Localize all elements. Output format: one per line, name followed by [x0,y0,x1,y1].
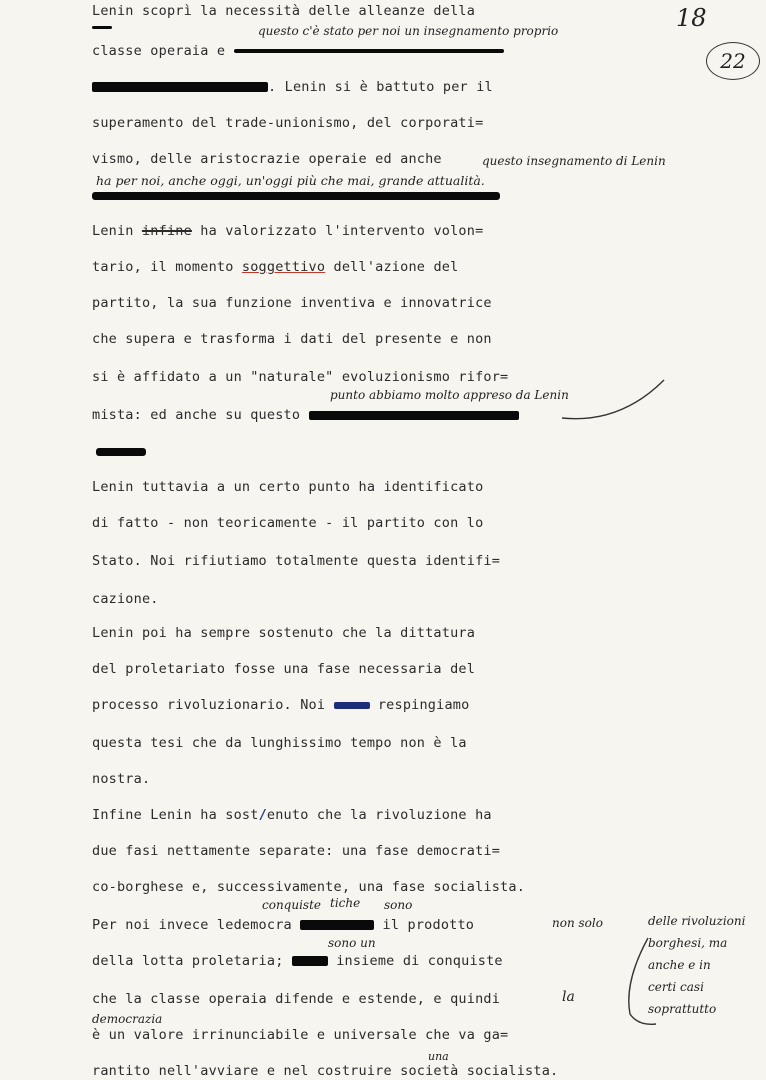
text-line-17: cazione. [92,591,159,607]
text-fragment: il prodotto [382,917,475,933]
text-fragment: tario, il momento [92,259,234,275]
margin-note-line: borghesi, ma [648,936,728,950]
text-line-20 [92,696,469,714]
page-number-top: 18 [676,4,707,32]
text-fragment: ha valorizzato l'intervento volon= [200,223,484,239]
handwritten-insert: la [562,989,575,1005]
handwritten-insert: una [428,1050,449,1063]
text-fragment: democra [233,917,292,933]
redaction-bar [334,702,370,709]
redaction-mark [92,26,112,29]
text-line-3 [92,78,493,96]
text-line-21: questa tesi che da lunghissimo tempo non è la [92,735,467,751]
margin-note-line: delle rivoluzioni [648,914,746,928]
corrected-letter: è [116,369,126,385]
handwritten-insert: questo insegnamento di Lenin [482,154,666,168]
handwritten-insert: punto abbiamo molto appreso da Lenin [330,388,569,402]
text-line-30 [92,1062,558,1080]
underlined-word: soggettivo [241,259,326,275]
text-fragment: dell'azione del [333,259,459,275]
text-fragment: respingiamo [377,697,470,713]
text-fragment: affidato a un "naturale" evoluzionismo rifor= [133,369,509,385]
handwritten-insert: conquiste [262,898,322,912]
handwritten-insert: non solo [552,916,603,930]
text-fragment: Lenin [92,223,134,239]
text-line-27 [92,952,503,970]
text-line-8 [92,258,458,276]
struck-word: infine [141,223,192,239]
insert-arrow [560,376,670,426]
margin-note-line: certi casi [648,980,704,994]
text-line-28 [92,990,500,1008]
margin-note-line: anche e in [648,958,711,972]
text-line-2 [92,42,504,60]
text-line-14: Lenin tuttavia a un certo punto ha identificato [92,479,484,495]
page-number-circled: 22 [706,42,760,80]
text-line-23 [92,806,492,824]
text-line-26 [92,916,474,934]
redaction-bar [92,82,268,92]
text-line-12 [92,406,519,424]
handwritten-insert: ha per noi, anche oggi, un'oggi più che mai, grande attualità. [96,173,485,188]
text-line-25: co-borghese e, successivamente, una fase socialista. [92,879,526,895]
text-fragment: Infine Lenin ha sost [92,807,259,823]
text-line-29: è un valore irrinunciabile e universale che va ga= [92,1027,509,1043]
text-fragment: della lotta proletaria; [92,953,284,969]
text-line-10: che supera e trasforma i dati del presente e non [92,331,492,347]
handwritten-insert: democrazia [92,1012,163,1026]
text-line-18: Lenin poi ha sempre sostenuto che la dittatura [92,625,476,641]
margin-bracket [618,934,658,1030]
text-line-19: del proletariato fosse una fase necessaria del [92,661,476,677]
text-fragment: società socialista. [400,1063,559,1079]
redaction-bar [300,920,374,930]
text-fragment: . Lenin si è battuto per il [268,79,493,95]
blue-correction: / [258,807,267,823]
text-fragment: rantito nell'avviare e nel costruire [92,1063,392,1079]
redaction-bar [96,448,146,456]
handwritten-insert: sono un [328,936,376,950]
margin-note-line: soprattutto [648,1002,717,1016]
handwritten-insert: questo c'è stato per noi un insegnamento proprio [258,24,559,38]
text-line-4: superamento del trade-unionismo, del corporati= [92,115,484,131]
text-line-24: due fasi nettamente separate: una fase democrati= [92,843,501,859]
text-line-16: Stato. Noi rifiutiamo totalmente questa identifi= [92,553,501,569]
margin-note [648,910,760,1020]
handwritten-insert: tiche [330,896,361,910]
handwritten-insert: sono [384,898,413,912]
text-fragment: Per noi invece le [92,917,234,933]
text-fragment: si [92,369,109,385]
text-fragment: mista: ed anche su questo [92,407,301,423]
text-fragment: enuto che la rivoluzione ha [266,807,492,823]
text-line-15: di fatto - non teoricamente - il partito con lo [92,515,484,531]
text-line-1: Lenin scoprì la necessità delle alleanze della [92,3,476,19]
text-fragment: insieme di conquiste [336,953,503,969]
text-fragment: processo rivoluzionario. Noi [92,697,326,713]
redaction-bar [92,192,500,200]
text-line-7 [92,222,483,240]
text-line-11 [92,368,508,386]
text-fragment: che la classe operaia difende e estende, e quindi [92,991,501,1007]
text-fragment: vismo, delle aristocrazie operaie ed anche [92,151,442,167]
text-fragment: classe operaia e [92,43,226,59]
text-line-22: nostra. [92,771,151,787]
redaction-bar [309,411,519,420]
text-line-9: partito, la sua funzione inventiva e innovatrice [92,295,492,311]
text-line-5 [92,150,442,168]
redaction-strike [234,49,504,53]
redaction-bar [292,956,328,966]
